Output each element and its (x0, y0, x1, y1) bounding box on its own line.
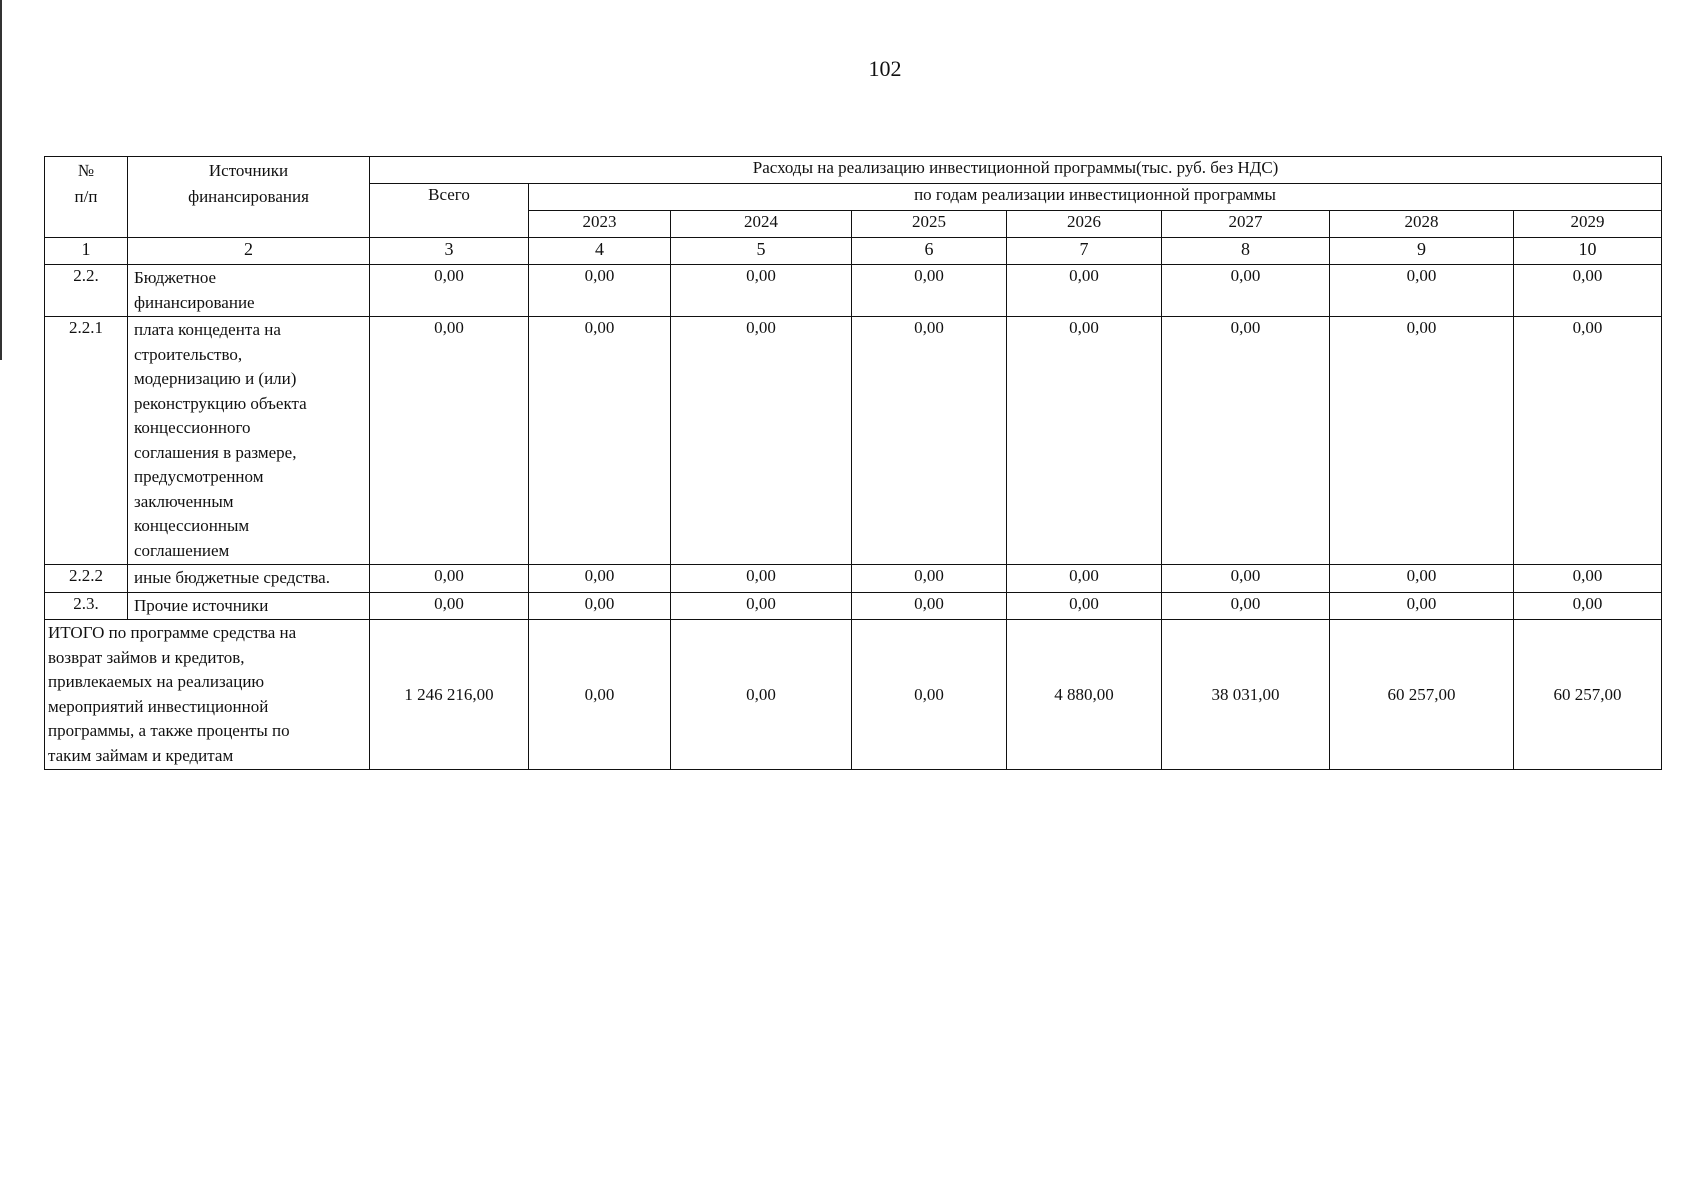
header-year: 2024 (671, 211, 852, 238)
header-total: Всего (370, 184, 529, 238)
row-value: 0,00 (671, 592, 852, 620)
column-number: 3 (370, 238, 529, 265)
total-value: 0,00 (529, 620, 671, 770)
column-number-row (45, 238, 1662, 265)
total-label: ИТОГО по программе средства на возврат займов и кредитов, привлекаемых на реализацию мероприятий инвестиционной программы, а также проценты по таким займам и кредитам (45, 620, 370, 770)
row-value: 0,00 (1007, 317, 1162, 565)
row-index: 2.3. (45, 592, 128, 620)
row-value: 0,00 (1514, 592, 1662, 620)
row-value: 0,00 (370, 265, 529, 317)
total-value: 4 880,00 (1007, 620, 1162, 770)
row-index: 2.2. (45, 265, 128, 317)
column-number: 9 (1330, 238, 1514, 265)
row-value: 0,00 (1330, 317, 1514, 565)
header-year: 2026 (1007, 211, 1162, 238)
row-value: 0,00 (529, 317, 671, 565)
row-value: 0,00 (1162, 592, 1330, 620)
row-value: 0,00 (852, 265, 1007, 317)
row-value: 0,00 (852, 317, 1007, 565)
column-number: 4 (529, 238, 671, 265)
row-value: 0,00 (1514, 565, 1662, 593)
page-edge-line (0, 0, 2, 360)
row-label: Бюджетное финансирование (128, 265, 370, 317)
table-row (45, 317, 1662, 565)
header-year: 2029 (1514, 211, 1662, 238)
row-label: плата концедента на строительство, модернизацию и (или) реконструкцию объекта концессионного соглашения в размере, предусмотренном заключенным концессионным соглашением (128, 317, 370, 565)
row-value: 0,00 (1330, 265, 1514, 317)
header-year: 2023 (529, 211, 671, 238)
total-value: 60 257,00 (1330, 620, 1514, 770)
row-value: 0,00 (1162, 265, 1330, 317)
column-number: 10 (1514, 238, 1662, 265)
header-year: 2028 (1330, 211, 1514, 238)
column-number: 5 (671, 238, 852, 265)
total-value: 0,00 (671, 620, 852, 770)
financing-table (44, 156, 1662, 770)
row-value: 0,00 (1330, 565, 1514, 593)
header-number: № п/п (45, 157, 128, 238)
row-value: 0,00 (370, 317, 529, 565)
total-value: 0,00 (852, 620, 1007, 770)
header-year: 2027 (1162, 211, 1330, 238)
row-value: 0,00 (529, 265, 671, 317)
total-row (45, 620, 1662, 770)
row-value: 0,00 (671, 317, 852, 565)
column-number: 7 (1007, 238, 1162, 265)
table-row (45, 565, 1662, 593)
row-value: 0,00 (1007, 592, 1162, 620)
header-expenses: Расходы на реализацию инвестиционной программы(тыс. руб. без НДС) (370, 157, 1662, 184)
row-value: 0,00 (529, 592, 671, 620)
column-number: 2 (128, 238, 370, 265)
header-year: 2025 (852, 211, 1007, 238)
column-number: 6 (852, 238, 1007, 265)
row-value: 0,00 (1514, 317, 1662, 565)
row-index: 2.2.2 (45, 565, 128, 593)
row-value: 0,00 (1007, 265, 1162, 317)
table-row (45, 592, 1662, 620)
row-label: Прочие источники (128, 592, 370, 620)
total-value: 1 246 216,00 (370, 620, 529, 770)
total-value: 60 257,00 (1514, 620, 1662, 770)
row-value: 0,00 (1330, 592, 1514, 620)
page-number: 102 (868, 56, 902, 81)
column-number: 8 (1162, 238, 1330, 265)
table-row (45, 265, 1662, 317)
row-value: 0,00 (370, 592, 529, 620)
row-value: 0,00 (1514, 265, 1662, 317)
total-value: 38 031,00 (1162, 620, 1330, 770)
row-value: 0,00 (852, 565, 1007, 593)
row-label: иные бюджетные средства. (128, 565, 370, 593)
row-value: 0,00 (370, 565, 529, 593)
header-by-years: по годам реализации инвестиционной программы (529, 184, 1662, 211)
row-value: 0,00 (852, 592, 1007, 620)
column-number: 1 (45, 238, 128, 265)
row-value: 0,00 (671, 565, 852, 593)
row-value: 0,00 (671, 265, 852, 317)
row-index: 2.2.1 (45, 317, 128, 565)
header-source: Источники финансирования (128, 157, 370, 238)
row-value: 0,00 (1162, 565, 1330, 593)
row-value: 0,00 (1162, 317, 1330, 565)
row-value: 0,00 (1007, 565, 1162, 593)
row-value: 0,00 (529, 565, 671, 593)
